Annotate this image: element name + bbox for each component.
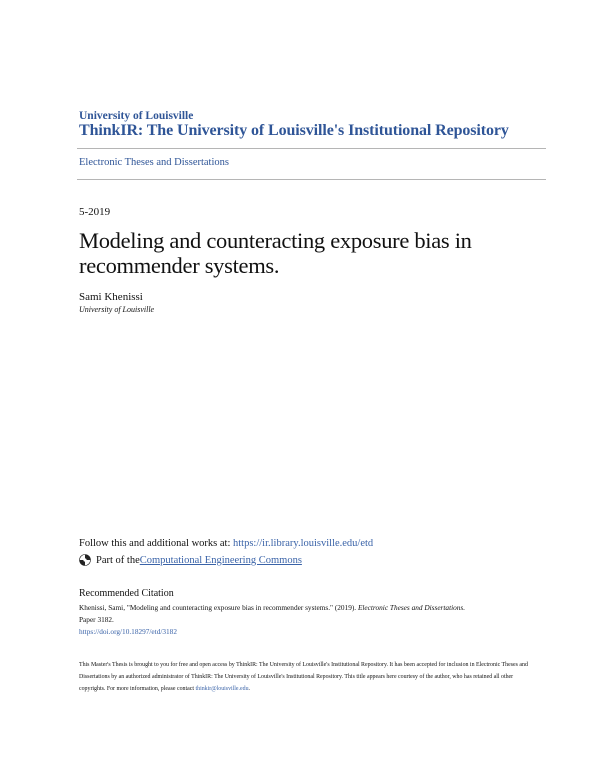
commons-link[interactable]: Computational Engineering Commons bbox=[139, 554, 302, 566]
publication-date: 5-2019 bbox=[79, 206, 111, 218]
citation-block bbox=[79, 602, 519, 638]
access-notice bbox=[79, 659, 529, 695]
citation-text: Khenissi, Sami, "Modeling and counteracting exposure bias in recommender systems." (2019). bbox=[79, 603, 358, 612]
follow-prefix: Follow this and additional works at: bbox=[79, 538, 233, 549]
collection-link[interactable]: Electronic Theses and Dissertations bbox=[79, 157, 229, 168]
recommended-citation-heading: Recommended Citation bbox=[79, 588, 174, 599]
citation-paper: Paper 3182. bbox=[79, 615, 114, 624]
author-affiliation: University of Louisville bbox=[79, 305, 155, 314]
divider-bottom bbox=[77, 179, 546, 180]
part-of-line bbox=[79, 554, 302, 566]
notice-end: . bbox=[248, 686, 251, 692]
notice-text: This Master's Thesis is brought to you for free and open access by ThinkIR: The University of Louisville's Institutional Repository. It has been accepted for inclusion in Electronic Theses and Dissertations by an authorized administrator of ThinkIR: The University of Louisville's Institutional Repository. This title appears here courtesy of the author, who has retained all other copyrights. For more information, please contact bbox=[79, 662, 528, 692]
doi-link[interactable]: https://doi.org/10.18297/etd/3182 bbox=[79, 627, 177, 636]
follow-url-link[interactable]: https://ir.library.louisville.edu/etd bbox=[233, 538, 374, 549]
author-name: Sami Khenissi bbox=[79, 291, 143, 303]
divider-top bbox=[77, 148, 546, 149]
contact-email-link[interactable]: thinkir@louisville.edu bbox=[195, 686, 249, 692]
repository-name[interactable]: ThinkIR: The University of Louisville's Institutional Repository bbox=[79, 122, 509, 139]
follow-line bbox=[79, 538, 373, 549]
document-title: Modeling and counteracting exposure bias in recommender systems. bbox=[79, 228, 472, 278]
network-icon bbox=[79, 554, 91, 566]
citation-series: Electronic Theses and Dissertations. bbox=[357, 603, 466, 612]
part-of-prefix: Part of the bbox=[96, 554, 140, 566]
institution-name: University of Louisville bbox=[79, 110, 194, 122]
